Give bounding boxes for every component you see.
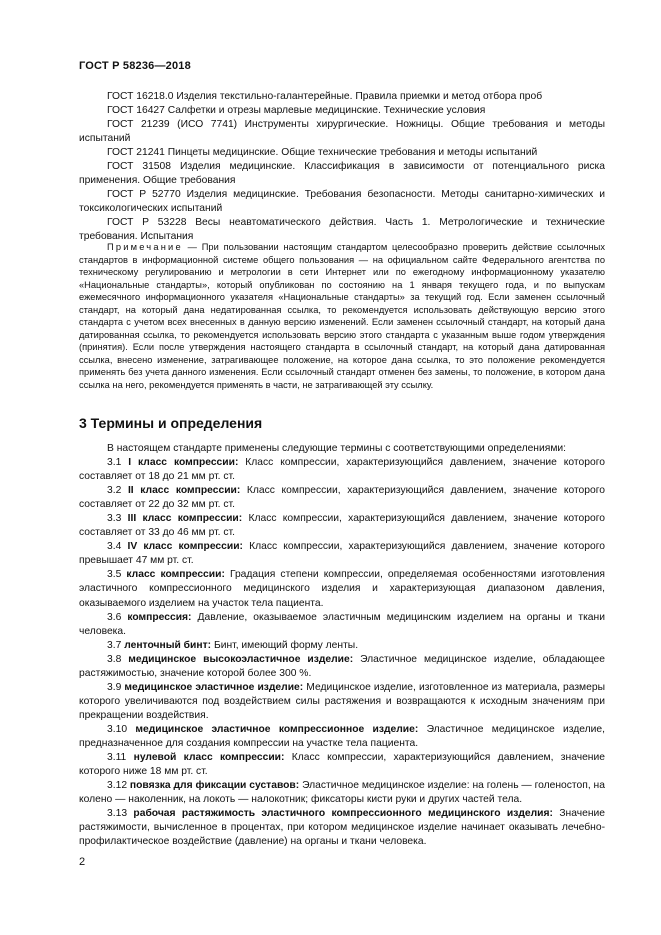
- term-name: повязка для фиксации суставов:: [129, 780, 300, 792]
- term-number: 3.13: [107, 808, 128, 820]
- term-definition: Класс компрессии, характеризующийся давлением, значение которого составляет от 22 до 32 мм рт. ст.: [79, 485, 605, 511]
- term-definition: Класс компрессии, характеризующийся давлением, значение которого ниже 18 мм рт. ст.: [79, 752, 605, 778]
- term-name: компрессия:: [127, 611, 192, 623]
- term-definition: Класс компрессии, характеризующийся давлением, значение которого составляет от 18 до 21 мм рт. ст.: [79, 457, 605, 483]
- term-number: 3.9: [107, 681, 122, 693]
- term-entry: [79, 568, 605, 610]
- term-entry: [79, 512, 605, 540]
- term-entry: [79, 681, 605, 723]
- term-name: медицинское эластичное компрессионное изделие:: [135, 723, 419, 735]
- reference-item: ГОСТ Р 52770 Изделия медицинские. Требования безопасности. Методы санитарно-химических и токсикологических испытаний: [79, 189, 605, 214]
- term-name: II класс компрессии:: [127, 485, 241, 497]
- reference-item: ГОСТ 16427 Салфетки и отрезы марлевые медицинские. Технические условия: [107, 105, 486, 116]
- term-definition: Значение растяжимости, вычисленное в процентах, при котором медицинское изделие начинает оказывать лечебно-профилактическое воздействие (давление) на органы и ткани человека.: [79, 808, 605, 848]
- term-number: 3.3: [107, 513, 122, 525]
- term-definition: Бинт, имеющий форму ленты.: [213, 639, 359, 651]
- note-text: — При пользовании настоящим стандартом целесообразно проверить действие ссылочных стандартов в информационной системе общего пользования — на официальном сайте Федерального агентства по техническому регулированию и метрологии в сети Интернет или по ежегодному информационному указателю «Национальные стандарты», который опубликован по состоянию на 1 января текущего года, и по выпускам ежемесячного информационного указателя «Национальные стандарты» за текущий год. Если заменен ссылочный стандарт, на который дана недатированная ссылка, то рекомендуется использовать действующую версию этого стандарта с учетом всех внесенных в данную версию изменений. Если заменен ссылочный стандарт, на который дана датированная ссылка, то рекомендуется использовать версию этого стандарта с указанным выше годом утверждения (принятия). Если после утверждения настоящего стандарта в ссылочный стандарт, на который дана датированная ссылка, внесено изменение, затрагивающее положение, на которое дана ссылка, то это положение рекомендуется применять без учета данного изменения. Если ссылочный стандарт отменен без замены, то положение, в котором дана ссылка на него, рекомендуется применять в части, не затрагивающей эту ссылку.: [79, 242, 605, 391]
- term-entry: [79, 484, 605, 512]
- term-definition: Медицинское изделие, изготовленное из материала, размеры которого увеличиваются под воздействием силы растяжения и возвращаются к исходным значениям при прекращении воздействия.: [79, 681, 605, 721]
- term-number: 3.5: [107, 569, 122, 581]
- term-entry: [79, 639, 605, 653]
- term-number: 3.4: [107, 541, 122, 553]
- term-entry: [79, 779, 605, 807]
- term-definition: Эластичное медицинское изделие, предназначенное для создания компрессии на участке тела пациента.: [79, 723, 605, 749]
- term-number: 3.12: [107, 780, 128, 792]
- term-name: медицинское эластичное изделие:: [124, 681, 304, 693]
- note-label: Примечание: [107, 242, 183, 252]
- term-name: IV класс компрессии:: [127, 541, 243, 553]
- term-entry: [79, 653, 605, 681]
- term-name: ленточный бинт:: [124, 639, 212, 651]
- term-definition: Класс компрессии, характеризующийся давлением, значение которого составляет от 33 до 46 мм рт. ст.: [79, 513, 605, 539]
- term-name: нулевой класс компрессии:: [133, 752, 285, 764]
- page-number: 2: [79, 856, 86, 868]
- term-entry: [79, 807, 605, 849]
- term-name: I класс компрессии:: [128, 457, 239, 469]
- reference-item: ГОСТ 31508 Изделия медицинские. Классификация в зависимости от потенциального риска применения. Общие требования: [79, 161, 605, 186]
- section-title: 3 Термины и определения: [79, 415, 263, 431]
- term-definition: Эластичное медицинское изделие, обладающее растяжимостью, значение которой более 300 %.: [79, 653, 605, 679]
- reference-item: ГОСТ 21239 (ИСО 7741) Инструменты хирургические. Ножницы. Общие требования и методы испытаний: [79, 119, 605, 144]
- term-number: 3.1: [107, 457, 122, 469]
- term-definition: Давление, оказываемое эластичным медицинским изделием на органы и ткани человека.: [79, 611, 605, 637]
- term-number: 3.2: [107, 485, 122, 497]
- note-paragraph: [79, 241, 605, 392]
- reference-item: ГОСТ Р 53228 Весы неавтоматического действия. Часть 1. Метрологические и технические требования. Испытания: [79, 217, 605, 242]
- term-number: 3.8: [107, 653, 122, 665]
- term-definition: Градация степени компрессии, определяемая особенностями изготовления эластичного компрессионного медицинского изделия и характеризующая диапазоном давления, оказываемого изделием на участок тела пациента.: [79, 569, 605, 609]
- normative-references-list: [79, 90, 605, 244]
- reference-item: ГОСТ 21241 Пинцеты медицинские. Общие технические требования и методы испытаний: [107, 147, 538, 158]
- term-number: 3.7: [107, 639, 122, 651]
- document-header: ГОСТ Р 58236—2018: [79, 60, 191, 72]
- term-definition: Эластичное медицинское изделие: на голень — голеностоп, на колено — наколенник, на локоть — налокотник; фиксаторы кисти руки и других частей тела.: [79, 780, 605, 806]
- term-entry: [79, 611, 605, 639]
- term-definition: Класс компрессии, характеризующийся давлением, значение которого превышает 47 мм рт. ст.: [79, 541, 605, 567]
- term-name: рабочая растяжимость эластичного компрессионного медицинского изделия:: [133, 808, 553, 820]
- term-number: 3.6: [107, 611, 122, 623]
- term-name: класс компрессии:: [126, 569, 225, 581]
- term-entry: [79, 751, 605, 779]
- term-number: 3.10: [107, 723, 128, 735]
- terms-intro: В настоящем стандарте применены следующие термины с соответствующими определениями:: [107, 443, 567, 454]
- term-entry: [79, 456, 605, 484]
- terms-list: [79, 442, 605, 849]
- term-name: III класс компрессии:: [127, 513, 243, 525]
- term-entry: [79, 540, 605, 568]
- term-entry: [79, 723, 605, 751]
- term-name: медицинское высокоэластичное изделие:: [128, 653, 354, 665]
- term-number: 3.11: [107, 752, 127, 764]
- reference-item: ГОСТ 16218.0 Изделия текстильно-галантерейные. Правила приемки и метод отбора проб: [107, 91, 543, 102]
